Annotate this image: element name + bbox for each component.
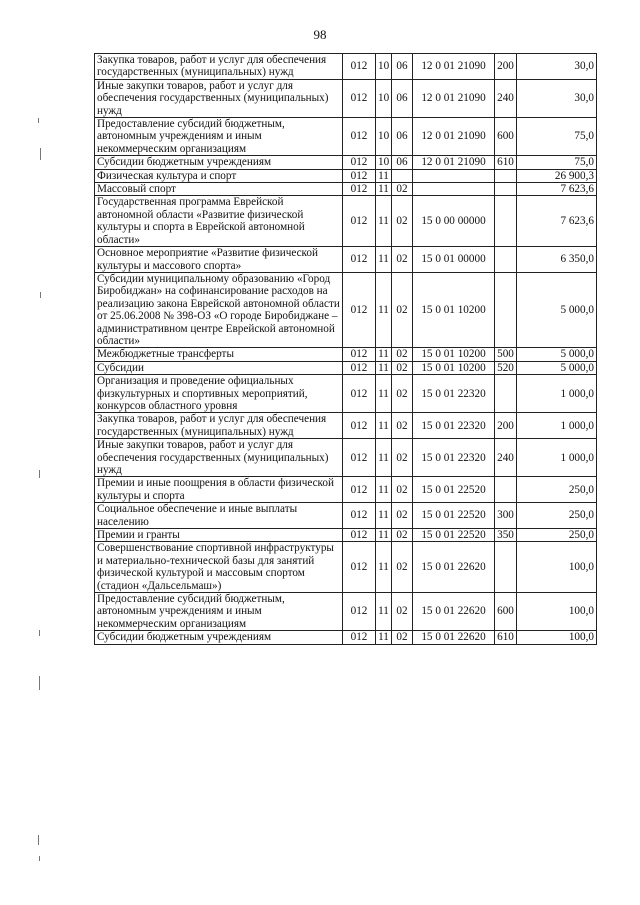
row-amount: 6 350,0 <box>517 247 597 273</box>
scan-mark <box>39 630 40 636</box>
table-row <box>95 183 597 196</box>
table-row <box>95 247 597 273</box>
row-cost-item: 15 0 01 22320 <box>413 439 495 477</box>
row-cost-item <box>413 169 495 182</box>
row-expense-type: 610 <box>495 156 517 169</box>
row-expense-type: 240 <box>495 439 517 477</box>
row-cost-item: 15 0 01 10200 <box>413 272 495 347</box>
scan-mark <box>39 470 40 478</box>
page-number: 98 <box>313 27 327 42</box>
row-section: 10 <box>376 54 392 80</box>
row-cost-item: 15 0 01 00000 <box>413 247 495 273</box>
row-section: 11 <box>376 348 392 361</box>
row-amount: 1 000,0 <box>517 413 597 439</box>
row-ministry-code: 012 <box>343 272 376 347</box>
row-expense-type <box>495 247 517 273</box>
row-section: 11 <box>376 272 392 347</box>
table-row <box>95 348 597 361</box>
row-expense-type <box>495 542 517 593</box>
row-amount: 250,0 <box>517 529 597 542</box>
row-cost-item: 12 0 01 21090 <box>413 156 495 169</box>
row-amount: 250,0 <box>517 477 597 503</box>
table-row <box>95 272 597 347</box>
row-ministry-code: 012 <box>343 183 376 196</box>
row-amount: 100,0 <box>517 593 597 631</box>
row-cost-item <box>413 183 495 196</box>
row-cost-item: 15 0 01 22520 <box>413 503 495 529</box>
row-expense-type <box>495 183 517 196</box>
row-ministry-code: 012 <box>343 169 376 182</box>
row-name: Закупка товаров, работ и услуг для обеспечения государственных (муниципальных) нужд <box>95 413 343 439</box>
row-cost-item: 15 0 01 22620 <box>413 631 495 644</box>
row-expense-type <box>495 375 517 413</box>
table-row <box>95 593 597 631</box>
scan-mark <box>38 835 39 845</box>
row-name: Иные закупки товаров, работ и услуг для обеспечения государственных (муниципальных) нужд <box>95 439 343 477</box>
row-expense-type <box>495 272 517 347</box>
row-section: 11 <box>376 413 392 439</box>
table-row <box>95 196 597 247</box>
row-section: 11 <box>376 169 392 182</box>
row-cost-item: 15 0 01 10200 <box>413 348 495 361</box>
row-section: 11 <box>376 375 392 413</box>
row-amount: 1 000,0 <box>517 375 597 413</box>
row-cost-item: 15 0 01 22620 <box>413 542 495 593</box>
row-name: Субсидии бюджетным учреждениям <box>95 631 343 644</box>
row-amount: 5 000,0 <box>517 348 597 361</box>
row-name: Организация и проведение официальных физкультурных и спортивных мероприятий, конкурсов областного уровня <box>95 375 343 413</box>
row-section: 11 <box>376 631 392 644</box>
row-section: 10 <box>376 156 392 169</box>
row-expense-type: 240 <box>495 79 517 117</box>
row-subsection: 02 <box>392 439 413 477</box>
table-row <box>95 542 597 593</box>
row-expense-type: 610 <box>495 631 517 644</box>
row-subsection: 02 <box>392 196 413 247</box>
row-subsection: 02 <box>392 272 413 347</box>
row-name: Государственная программа Еврейской автономной области «Развитие физической культуры и спорта в Еврейской автономной области» <box>95 196 343 247</box>
row-amount: 30,0 <box>517 54 597 80</box>
table-row <box>95 156 597 169</box>
row-subsection: 02 <box>392 529 413 542</box>
row-amount: 30,0 <box>517 79 597 117</box>
row-amount: 7 623,6 <box>517 183 597 196</box>
row-cost-item: 15 0 01 22620 <box>413 593 495 631</box>
row-subsection: 02 <box>392 593 413 631</box>
row-name: Физическая культура и спорт <box>95 169 343 182</box>
row-ministry-code: 012 <box>343 439 376 477</box>
row-expense-type: 520 <box>495 361 517 374</box>
row-name: Субсидии <box>95 361 343 374</box>
row-subsection: 06 <box>392 156 413 169</box>
row-ministry-code: 012 <box>343 79 376 117</box>
row-subsection: 02 <box>392 375 413 413</box>
table-row <box>95 529 597 542</box>
row-ministry-code: 012 <box>343 118 376 156</box>
row-expense-type: 200 <box>495 54 517 80</box>
row-name: Премии и иные поощрения в области физической культуры и спорта <box>95 477 343 503</box>
row-ministry-code: 012 <box>343 413 376 439</box>
row-ministry-code: 012 <box>343 631 376 644</box>
table-row <box>95 439 597 477</box>
row-cost-item: 15 0 01 10200 <box>413 361 495 374</box>
row-expense-type: 500 <box>495 348 517 361</box>
row-ministry-code: 012 <box>343 503 376 529</box>
row-subsection: 02 <box>392 477 413 503</box>
row-name: Иные закупки товаров, работ и услуг для обеспечения государственных (муниципальных) нужд <box>95 79 343 117</box>
row-amount: 26 900,3 <box>517 169 597 182</box>
table-row <box>95 375 597 413</box>
row-ministry-code: 012 <box>343 156 376 169</box>
row-subsection: 02 <box>392 542 413 593</box>
row-amount: 5 000,0 <box>517 272 597 347</box>
row-subsection: 02 <box>392 631 413 644</box>
row-expense-type: 200 <box>495 413 517 439</box>
row-ministry-code: 012 <box>343 54 376 80</box>
row-section: 11 <box>376 529 392 542</box>
table-row <box>95 503 597 529</box>
row-subsection: 06 <box>392 118 413 156</box>
row-name: Субсидии бюджетным учреждениям <box>95 156 343 169</box>
row-amount: 250,0 <box>517 503 597 529</box>
row-ministry-code: 012 <box>343 375 376 413</box>
row-amount: 100,0 <box>517 542 597 593</box>
row-amount: 7 623,6 <box>517 196 597 247</box>
row-section: 11 <box>376 183 392 196</box>
table-row <box>95 631 597 644</box>
row-cost-item: 15 0 01 22320 <box>413 375 495 413</box>
row-expense-type <box>495 477 517 503</box>
row-section: 11 <box>376 247 392 273</box>
row-expense-type: 600 <box>495 593 517 631</box>
row-cost-item: 12 0 01 21090 <box>413 54 495 80</box>
row-name: Премии и гранты <box>95 529 343 542</box>
row-section: 10 <box>376 79 392 117</box>
row-subsection: 02 <box>392 348 413 361</box>
row-cost-item: 15 0 01 22520 <box>413 529 495 542</box>
row-amount: 1 000,0 <box>517 439 597 477</box>
row-subsection: 02 <box>392 247 413 273</box>
row-name: Совершенствование спортивной инфраструктуры и материально-технической базы для занятий физической культурой и массовым спортом (стадион «Дальсельмаш») <box>95 542 343 593</box>
table-row <box>95 169 597 182</box>
row-expense-type: 300 <box>495 503 517 529</box>
row-name: Предоставление субсидий бюджетным, автономным учреждениям и иным некоммерческим организациям <box>95 593 343 631</box>
row-ministry-code: 012 <box>343 361 376 374</box>
row-name: Межбюджетные трансферты <box>95 348 343 361</box>
row-section: 11 <box>376 593 392 631</box>
row-amount: 75,0 <box>517 156 597 169</box>
row-name: Массовый спорт <box>95 183 343 196</box>
table-row <box>95 79 597 117</box>
row-subsection <box>392 169 413 182</box>
table-row <box>95 413 597 439</box>
row-name: Предоставление субсидий бюджетным, автономным учреждениям и иным некоммерческим организациям <box>95 118 343 156</box>
row-section: 11 <box>376 477 392 503</box>
row-ministry-code: 012 <box>343 247 376 273</box>
row-subsection: 06 <box>392 54 413 80</box>
row-section: 11 <box>376 542 392 593</box>
row-amount: 100,0 <box>517 631 597 644</box>
row-name: Субсидии муниципальному образованию «Город Биробиджан» на софинансирование расходов на реализацию закона Еврейской автономной области от 25.06.2008 № 398-ОЗ «О городе Биробиджане – административном центре Еврейской автономной области» <box>95 272 343 347</box>
row-name: Социальное обеспечение и иные выплаты населению <box>95 503 343 529</box>
row-name: Закупка товаров, работ и услуг для обеспечения государственных (муниципальных) нужд <box>95 54 343 80</box>
row-cost-item: 12 0 01 21090 <box>413 79 495 117</box>
row-ministry-code: 012 <box>343 477 376 503</box>
row-cost-item: 12 0 01 21090 <box>413 118 495 156</box>
table-row <box>95 361 597 374</box>
table-row <box>95 54 597 80</box>
scan-mark <box>39 676 40 690</box>
row-expense-type <box>495 169 517 182</box>
row-subsection: 02 <box>392 361 413 374</box>
row-section: 11 <box>376 503 392 529</box>
row-subsection: 06 <box>392 79 413 117</box>
row-ministry-code: 012 <box>343 542 376 593</box>
row-subsection: 02 <box>392 183 413 196</box>
table-row <box>95 118 597 156</box>
row-ministry-code: 012 <box>343 348 376 361</box>
scan-mark <box>40 292 41 298</box>
row-cost-item: 15 0 01 22520 <box>413 477 495 503</box>
row-cost-item: 15 0 01 22320 <box>413 413 495 439</box>
row-expense-type: 350 <box>495 529 517 542</box>
row-section: 11 <box>376 361 392 374</box>
row-section: 10 <box>376 118 392 156</box>
row-name: Основное мероприятие «Развитие физической культуры и массового спорта» <box>95 247 343 273</box>
scan-mark <box>39 856 40 861</box>
row-amount: 5 000,0 <box>517 361 597 374</box>
row-expense-type <box>495 196 517 247</box>
scan-mark <box>38 118 39 123</box>
row-amount: 75,0 <box>517 118 597 156</box>
row-section: 11 <box>376 196 392 247</box>
row-subsection: 02 <box>392 503 413 529</box>
row-section: 11 <box>376 439 392 477</box>
row-ministry-code: 012 <box>343 529 376 542</box>
scan-mark <box>40 148 41 160</box>
budget-table <box>94 53 597 645</box>
row-subsection: 02 <box>392 413 413 439</box>
row-ministry-code: 012 <box>343 593 376 631</box>
row-ministry-code: 012 <box>343 196 376 247</box>
table-row <box>95 477 597 503</box>
row-cost-item: 15 0 00 00000 <box>413 196 495 247</box>
row-expense-type: 600 <box>495 118 517 156</box>
